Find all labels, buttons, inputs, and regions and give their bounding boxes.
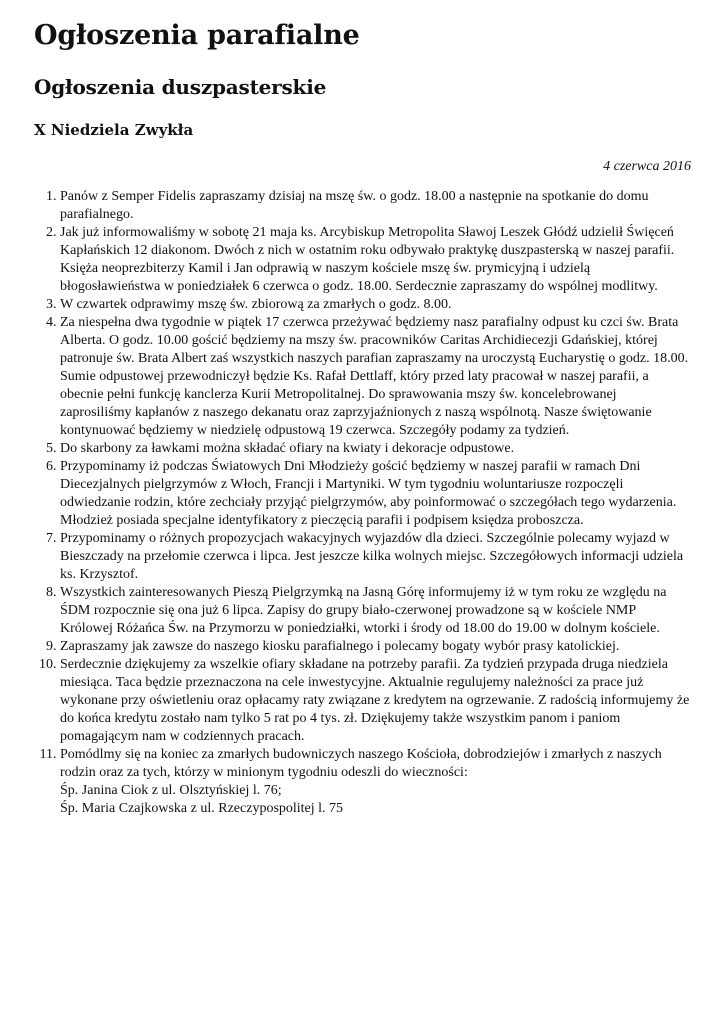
announcement-item: 7. Przypominamy o różnych propozycjach wakacyjnych wyjazdów dla dzieci. Szczególnie polecamy wyjazd w Bieszczady na przełomie czerwca i lipca. Jest jeszcze kilka wolnych miejsc. Szczegółowych informacji udziela ks. Krzysztof. <box>60 530 691 584</box>
deceased-entry: Śp. Maria Czajkowska z ul. Rzeczypospolitej l. 75 <box>60 801 344 816</box>
announcement-item: 3. W czwartek odprawimy mszę św. zbiorową za zmarłych o godz. 8.00. <box>60 296 691 314</box>
deceased-entry: Śp. Janina Ciok z ul. Olsztyńskiej l. 76; <box>60 783 282 798</box>
announcement-date: 4 czerwca 2016 <box>603 159 691 174</box>
announcement-item: 5. Do skarbony za ławkami można składać ofiary na kwiaty i dekoracje odpustowe. <box>60 440 691 458</box>
prayer-text: Pomódlmy się na koniec za zmarłych budowniczych naszego Kościoła, dobrodziejów i zmarłych z naszych rodzin oraz za tych, którzy w minionym tygodniu odeszli do wieczności: <box>60 747 662 780</box>
announcement-item: 6. Przypominamy iż podczas Światowych Dni Młodzieży gościć będziemy w naszej parafii w ramach Dni Diecezjalnych pielgrzymów z Włoch, Francji i Martyniki. W tym tygodniu woluntariusze rozpoczęli odwiedzanie rodzin, które zechciały przyjąć pielgrzymów, aby poinformować o szczegółach tego wydarzenia. Młodzież posiada specjalne identyfikatory z pieczęcią parafii i podpisem księdza proboszcza. <box>60 458 691 530</box>
announcement-item: 9. Zapraszamy jak zawsze do naszego kiosku parafialnego i polecamy bogaty wybór prasy katolickiej. <box>60 638 691 656</box>
sunday-heading: X Niedziela Zwykła <box>34 121 194 139</box>
section-title: Ogłoszenia duszpasterskie <box>34 75 327 99</box>
announcement-item-prayer <box>60 746 691 818</box>
announcement-item: 1. Panów z Semper Fidelis zapraszamy dzisiaj na mszę św. o godz. 18.00 a następnie na spotkanie do domu parafialnego. <box>60 188 691 224</box>
announcement-item: 2. Jak już informowaliśmy w sobotę 21 maja ks. Arcybiskup Metropolita Sławoj Leszek Głódź udzielił Święceń Kapłańskich 12 diakonom. Dwóch z nich w ostatnim roku odbywało praktykę duszpasterską w naszej parafii. Księża neoprezbiterzy Kamil i Jan odprawią w naszym kościele mszę św. prymicyjną i udzielą błogosławieństwa w poniedziałek 6 czerwca o godz. 18.00. Serdecznie zapraszamy do wspólnej modlitwy. <box>60 224 691 296</box>
announcements-list <box>34 188 691 818</box>
announcement-item: 10. Serdecznie dziękujemy za wszelkie ofiary składane na potrzeby parafii. Za tydzień przypada druga niedziela miesiąca. Taca będzie przeznaczona na cele inwestycyjne. Aktualnie regulujemy należności za prace już wykonane przy oświetleniu oraz opłacamy raty związane z kredytem na ogrzewanie. Z radością informujemy że do końca kredytu zostało nam tylko 5 rat po 4 tys. zł. Dziękujemy także wszystkim panom i paniom pomagającym nam w codziennych pracach. <box>60 656 691 746</box>
announcement-item: 8. Wszystkich zainteresowanych Pieszą Pielgrzymką na Jasną Górę informujemy iż w tym roku ze względu na ŚDM rozpocznie się ona już 6 lipca. Zapisy do grupy biało-czerwonej prowadzone są w kościele NMP Królowej Różańca Św. na Przymorzu w poniedziałki, wtorki i środy od 18.00 do 19.00 w dolnym kościele. <box>60 584 691 638</box>
announcement-item: 4. Za niespełna dwa tygodnie w piątek 17 czerwca przeżywać będziemy nasz parafialny odpust ku czci św. Brata Alberta. O godz. 10.00 gościć będziemy na mszy św. pracowników Caritas Archidiecezji Gdańskiej, której patronuje św. Brata Albert zaś wszystkich naszych parafian zapraszamy na uroczystą Eucharystię o godz. 18.00. Sumie odpustowej przewodniczył będzie Ks. Rafał Dettlaff, który przed laty pracował w naszej parafii, a obecnie pełni funkcję kanclerza Kurii Metropolitalnej. Do sprawowania mszy św. koncelebrowanej zaprosiliśmy kapłanów z naszego dekanatu oraz zaprzyjaźnionych z naszą wspólnotą. Nasze świętowanie kontynuować będziemy w niedzielę odpustową 19 czerwca. Szczegóły podamy za tydzień. <box>60 314 691 440</box>
page-title: Ogłoszenia parafialne <box>34 20 360 51</box>
